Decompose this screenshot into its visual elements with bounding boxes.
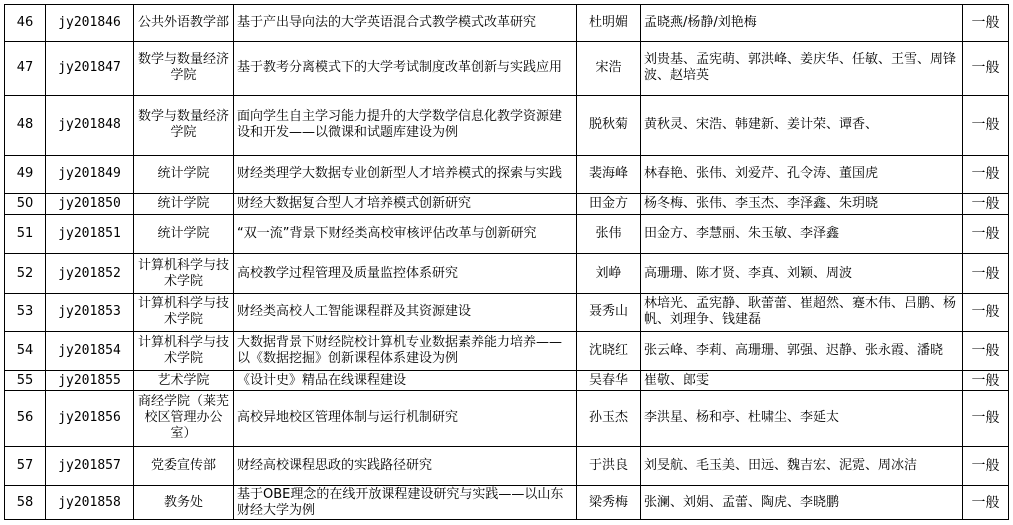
project-level: 一般 — [963, 41, 1009, 95]
row-number: 51 — [5, 214, 46, 254]
row-number: 49 — [5, 155, 46, 194]
table-row — [5, 486, 1009, 520]
project-title: 财经高校课程思政的实践路径研究 — [234, 446, 577, 486]
unit-name: 教务处 — [134, 486, 234, 520]
project-members: 高珊珊、陈才贤、李真、刘颖、周波 — [641, 254, 963, 294]
project-members: 林培光、孟宪静、耿蕾蕾、崔超然、蹇木伟、吕鹏、杨帆、刘理争、钱建磊 — [641, 294, 963, 332]
row-number: 52 — [5, 254, 46, 294]
unit-name: 计算机科学与技术学院 — [134, 294, 234, 332]
table-row — [5, 390, 1009, 446]
project-members: 刘贵基、孟宪萌、郭洪峰、姜庆华、任敏、王雪、周锋波、赵培英 — [641, 41, 963, 95]
project-level: 一般 — [963, 371, 1009, 390]
project-code: jy201858 — [46, 486, 134, 520]
project-members: 黄秋灵、宋浩、韩建新、姜计荣、谭香、 — [641, 95, 963, 155]
project-level: 一般 — [963, 5, 1009, 42]
project-code: jy201847 — [46, 41, 134, 95]
unit-name: 计算机科学与技术学院 — [134, 254, 234, 294]
unit-name: 计算机科学与技术学院 — [134, 331, 234, 371]
project-level: 一般 — [963, 390, 1009, 446]
project-host: 孙玉杰 — [577, 390, 641, 446]
project-members: 田金方、李慧丽、朱玉敏、李泽鑫 — [641, 214, 963, 254]
project-host: 脱秋菊 — [577, 95, 641, 155]
project-title: 基于教考分离模式下的大学考试制度改革创新与实践应用 — [234, 41, 577, 95]
project-level: 一般 — [963, 331, 1009, 371]
project-host: 张伟 — [577, 214, 641, 254]
project-level: 一般 — [963, 446, 1009, 486]
project-code: jy201850 — [46, 194, 134, 214]
project-members: 刘旻航、毛玉美、田远、魏吉宏、泥霓、周冰洁 — [641, 446, 963, 486]
project-members: 孟晓燕/杨静/刘艳梅 — [641, 5, 963, 42]
project-host: 于洪良 — [577, 446, 641, 486]
project-title: 财经类高校人工智能课程群及其资源建设 — [234, 294, 577, 332]
project-level: 一般 — [963, 214, 1009, 254]
row-number: 46 — [5, 5, 46, 42]
project-title: 面向学生自主学习能力提升的大学数学信息化教学资源建设和开发——以微课和试题库建设为例 — [234, 95, 577, 155]
row-number: 54 — [5, 331, 46, 371]
project-title: 基于OBE理念的在线开放课程建设研究与实践——以山东财经大学为例 — [234, 486, 577, 520]
project-host: 刘峥 — [577, 254, 641, 294]
table-row — [5, 5, 1009, 42]
table-row — [5, 331, 1009, 371]
project-code: jy201849 — [46, 155, 134, 194]
table-row — [5, 254, 1009, 294]
project-host: 梁秀梅 — [577, 486, 641, 520]
table-row — [5, 194, 1009, 214]
project-level: 一般 — [963, 194, 1009, 214]
project-code: jy201848 — [46, 95, 134, 155]
project-host: 裴海峰 — [577, 155, 641, 194]
project-code: jy201852 — [46, 254, 134, 294]
unit-name: 党委宣传部 — [134, 446, 234, 486]
row-number: 50 — [5, 194, 46, 214]
row-number: 48 — [5, 95, 46, 155]
project-title: 财经大数据复合型人才培养模式创新研究 — [234, 194, 577, 214]
project-code: jy201855 — [46, 371, 134, 390]
unit-name: 数学与数量经济学院 — [134, 95, 234, 155]
project-host: 宋浩 — [577, 41, 641, 95]
unit-name: 统计学院 — [134, 194, 234, 214]
row-number: 55 — [5, 371, 46, 390]
project-code: jy201846 — [46, 5, 134, 42]
project-code: jy201851 — [46, 214, 134, 254]
project-host: 沈晓红 — [577, 331, 641, 371]
row-number: 53 — [5, 294, 46, 332]
unit-name: 数学与数量经济学院 — [134, 41, 234, 95]
project-level: 一般 — [963, 95, 1009, 155]
table-row — [5, 155, 1009, 194]
table-row — [5, 214, 1009, 254]
project-title: 大数据背景下财经院校计算机专业数据素养能力培养——以《数据挖掘》创新课程体系建设为例 — [234, 331, 577, 371]
project-title: 《设计史》精品在线课程建设 — [234, 371, 577, 390]
unit-name: 公共外语教学部 — [134, 5, 234, 42]
row-number: 58 — [5, 486, 46, 520]
project-list-table — [4, 4, 1009, 520]
project-members: 张云峰、李莉、高珊珊、郭强、迟静、张永霞、潘晓 — [641, 331, 963, 371]
project-title: 高校异地校区管理体制与运行机制研究 — [234, 390, 577, 446]
unit-name: 商经学院（莱芜校区管理办公室） — [134, 390, 234, 446]
project-title: 基于产出导向法的大学英语混合式教学模式改革研究 — [234, 5, 577, 42]
row-number: 56 — [5, 390, 46, 446]
unit-name: 统计学院 — [134, 155, 234, 194]
row-number: 57 — [5, 446, 46, 486]
project-title: 高校教学过程管理及质量监控体系研究 — [234, 254, 577, 294]
project-members: 崔敬、郎雯 — [641, 371, 963, 390]
project-members: 李洪星、杨和亭、杜啸尘、李延太 — [641, 390, 963, 446]
unit-name: 艺术学院 — [134, 371, 234, 390]
project-level: 一般 — [963, 294, 1009, 332]
project-code: jy201857 — [46, 446, 134, 486]
project-members: 张澜、刘娟、孟蕾、陶虎、李晓鹏 — [641, 486, 963, 520]
project-code: jy201854 — [46, 331, 134, 371]
project-level: 一般 — [963, 155, 1009, 194]
project-level: 一般 — [963, 486, 1009, 520]
unit-name: 统计学院 — [134, 214, 234, 254]
project-host: 聂秀山 — [577, 294, 641, 332]
table-row — [5, 41, 1009, 95]
project-title: 财经类理学大数据专业创新型人才培养模式的探索与实践 — [234, 155, 577, 194]
project-title: “双一流”背景下财经类高校审核评估改革与创新研究 — [234, 214, 577, 254]
project-host: 吴春华 — [577, 371, 641, 390]
table-row — [5, 95, 1009, 155]
row-number: 47 — [5, 41, 46, 95]
project-level: 一般 — [963, 254, 1009, 294]
project-code: jy201853 — [46, 294, 134, 332]
project-members: 林春艳、张伟、刘爱芹、孔令涛、董国虎 — [641, 155, 963, 194]
project-members: 杨冬梅、张伟、李玉杰、李泽鑫、朱玥晓 — [641, 194, 963, 214]
project-host: 杜明媚 — [577, 5, 641, 42]
table-body — [5, 5, 1009, 520]
table-row — [5, 294, 1009, 332]
table-row — [5, 446, 1009, 486]
table-row — [5, 371, 1009, 390]
project-code: jy201856 — [46, 390, 134, 446]
project-host: 田金方 — [577, 194, 641, 214]
